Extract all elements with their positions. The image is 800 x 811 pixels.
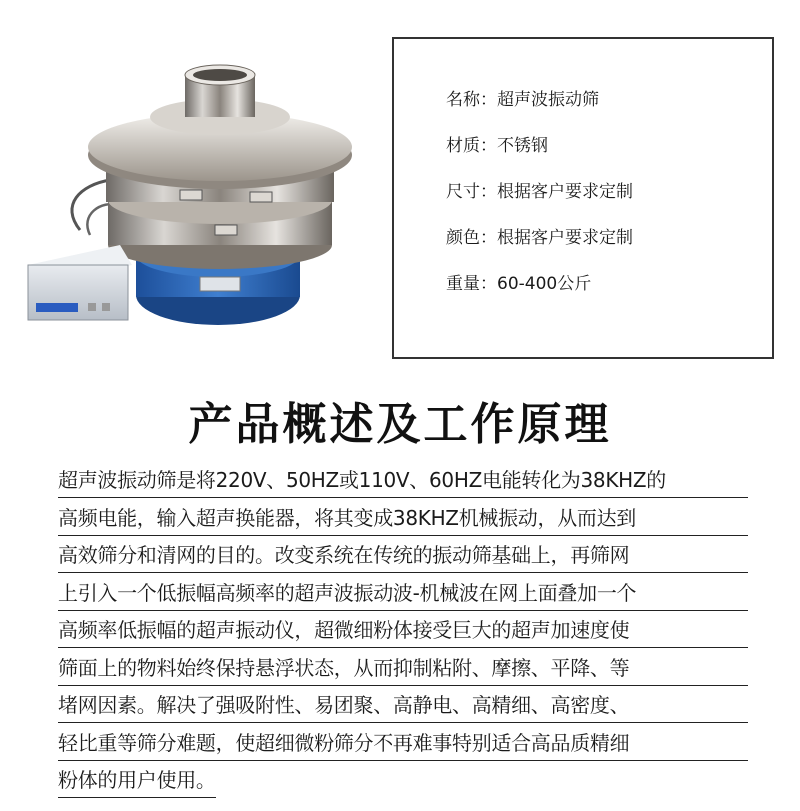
description-line: 超声波振动筛是将220V、50HZ或110V、60HZ电能转化为38KHZ的 — [58, 462, 748, 498]
spec-list — [446, 89, 633, 319]
description-line: 堵网因素。解决了强吸附性、易团聚、高静电、高精细、高密度、 — [58, 687, 748, 723]
ultrasonic-sieve-product-image — [20, 55, 365, 345]
description-line: 上引入一个低振幅高频率的超声波振动波-机械波在网上面叠加一个 — [58, 575, 748, 611]
spec-value: 根据客户要求定制 — [497, 182, 633, 202]
spec-value: 不锈钢 — [497, 136, 548, 156]
spec-label: 材质： — [446, 136, 497, 156]
spec-label: 名称： — [446, 90, 497, 110]
spec-label: 颜色： — [446, 228, 497, 248]
description-line: 筛面上的物料始终保持悬浮状态，从而抑制粘附、摩擦、平降、等 — [58, 650, 748, 686]
description-line: 高效筛分和清网的目的。改变系统在传统的振动筛基础上，再筛网 — [58, 537, 748, 573]
spec-row-size — [446, 181, 633, 227]
section-title: 产品概述及工作原理 — [188, 399, 612, 450]
spec-row-weight — [446, 273, 633, 319]
description-paragraph — [58, 462, 748, 811]
spec-value: 超声波振动筛 — [497, 90, 599, 110]
spec-value: 60-400公斤 — [497, 274, 592, 294]
spec-value: 根据客户要求定制 — [497, 228, 633, 248]
description-line: 高频率低振幅的超声振动仪，超微细粉体接受巨大的超声加速度使 — [58, 612, 748, 648]
description-line: 粉体的用户使用。 — [58, 762, 216, 798]
description-line: 高频电能，输入超声换能器，将其变成38KHZ机械振动，从而达到 — [58, 500, 748, 536]
spec-row-name — [446, 89, 633, 135]
spec-row-material — [446, 135, 633, 181]
spec-box — [392, 37, 774, 359]
spec-label: 重量： — [446, 274, 497, 294]
spec-label: 尺寸： — [446, 182, 497, 202]
spec-row-color — [446, 227, 633, 273]
description-line: 轻比重等筛分难题，使超细微粉筛分不再难事特别适合高品质精细 — [58, 725, 748, 761]
